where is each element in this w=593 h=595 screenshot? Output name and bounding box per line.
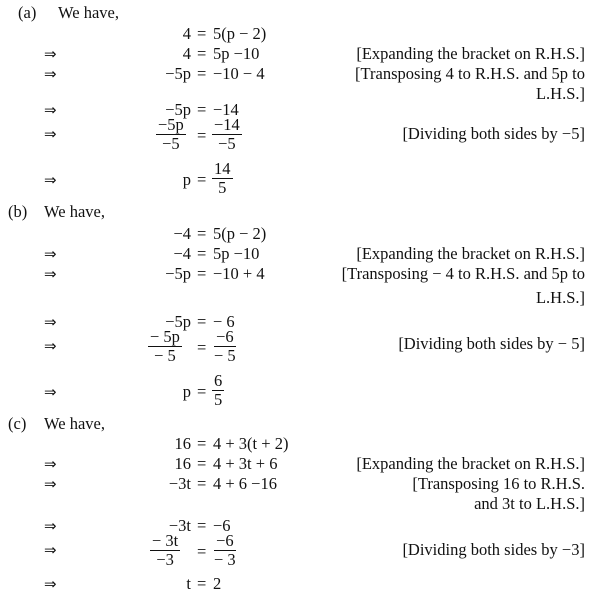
c-line0-rhs: 4 + 3(t + 2) (213, 434, 289, 453)
a-line4-eq: = (197, 126, 207, 145)
frac-numerator: −6 (216, 327, 234, 346)
c-line2-rhs: 4 + 6 −16 (213, 474, 277, 493)
part-b-intro: We have, (44, 202, 105, 221)
a-line5-frac-rhs (212, 160, 233, 197)
part-c-label: (c) (8, 414, 27, 433)
frac-denominator: −5 (162, 134, 180, 153)
b-line2-note-cont: L.H.S.] (535, 288, 585, 307)
c-line4-frac-rhs (212, 532, 238, 569)
c-line5-eq: = (197, 574, 207, 593)
b-line2-lhs: −5p (165, 264, 191, 283)
implies-icon: ⇒ (44, 45, 57, 63)
implies-icon: ⇒ (44, 265, 57, 283)
c-line0-eq: = (197, 434, 207, 453)
b-line5-eq: = (197, 382, 207, 401)
b-line5-frac-rhs (212, 372, 224, 409)
frac-denominator: 5 (218, 178, 227, 197)
b-line4-frac-rhs (212, 328, 238, 365)
frac-numerator: −6 (216, 531, 234, 550)
a-line1-rhs: 5p −10 (213, 44, 260, 63)
b-line4-frac-lhs (148, 328, 182, 365)
a-line1-eq: = (197, 44, 207, 63)
b-line3-eq: = (197, 312, 207, 331)
c-line2-note: [Transposing 16 to R.H.S. (412, 474, 585, 493)
c-line1-lhs: 16 (174, 454, 191, 473)
c-line4-frac-lhs (150, 532, 180, 569)
frac-numerator: − 5p (150, 327, 180, 346)
frac-numerator: 14 (214, 159, 231, 178)
frac-denominator: − 5 (214, 346, 236, 365)
a-line3-rhs: −14 (213, 100, 239, 119)
a-line0-eq: = (197, 24, 207, 43)
a-line0-lhs: 4 (182, 24, 191, 43)
b-line3-rhs: − 6 (213, 312, 235, 331)
a-line4-note: [Dividing both sides by −5] (402, 124, 585, 143)
b-line1-lhs: −4 (173, 244, 191, 263)
a-line2-lhs: −5p (165, 64, 191, 83)
a-line5-eq: = (197, 170, 207, 189)
b-line1-eq: = (197, 244, 207, 263)
a-line1-note: [Expanding the bracket on R.H.S.] (356, 44, 585, 63)
frac-numerator: − 3t (152, 531, 179, 550)
b-line2-eq: = (197, 264, 207, 283)
a-line1-lhs: 4 (182, 44, 191, 63)
c-line2-eq: = (197, 474, 207, 493)
c-line5-lhs: t (186, 574, 191, 593)
b-line0-rhs: 5(p − 2) (213, 224, 267, 243)
c-line5-rhs: 2 (213, 574, 222, 593)
b-line5-lhs: p (182, 382, 191, 401)
a-line3-eq: = (197, 100, 207, 119)
implies-icon: ⇒ (44, 541, 57, 559)
c-line4-eq: = (197, 542, 207, 561)
implies-icon: ⇒ (44, 245, 57, 263)
a-line2-note-cont: L.H.S.] (535, 84, 585, 103)
a-line5-lhs: p (182, 170, 191, 189)
c-line1-eq: = (197, 454, 207, 473)
implies-icon: ⇒ (44, 575, 57, 593)
implies-icon: ⇒ (44, 475, 57, 493)
a-line2-eq: = (197, 64, 207, 83)
a-line4-frac-lhs (156, 116, 186, 153)
c-line3-lhs: −3t (168, 516, 191, 535)
implies-icon: ⇒ (44, 101, 57, 119)
c-line4-note: [Dividing both sides by −3] (402, 540, 585, 559)
c-line1-note: [Expanding the bracket on R.H.S.] (356, 454, 585, 473)
frac-denominator: 5 (214, 390, 223, 409)
implies-icon: ⇒ (44, 517, 57, 535)
part-c-intro: We have, (44, 414, 105, 433)
part-a-label: (a) (18, 3, 37, 22)
a-line2-note: [Transposing 4 to R.H.S. and 5p to (355, 64, 585, 83)
c-line0-lhs: 16 (174, 434, 191, 453)
implies-icon: ⇒ (44, 313, 57, 331)
part-b-label: (b) (8, 202, 28, 221)
b-line0-lhs: −4 (173, 224, 191, 243)
b-line1-note: [Expanding the bracket on R.H.S.] (356, 244, 585, 263)
frac-denominator: −5 (218, 134, 236, 153)
implies-icon: ⇒ (44, 65, 57, 83)
a-line2-rhs: −10 − 4 (213, 64, 265, 83)
a-line3-lhs: −5p (165, 100, 191, 119)
frac-numerator: 6 (214, 371, 223, 390)
frac-denominator: − 5 (154, 346, 176, 365)
b-line4-note: [Dividing both sides by − 5] (398, 334, 585, 353)
b-line1-rhs: 5p −10 (213, 244, 260, 263)
c-line3-rhs: −6 (213, 516, 231, 535)
implies-icon: ⇒ (44, 383, 57, 401)
a-line0-rhs: 5(p − 2) (213, 24, 267, 43)
frac-denominator: − 3 (214, 550, 236, 569)
part-a-intro: We have, (58, 3, 119, 22)
c-line2-note-cont: and 3t to L.H.S.] (474, 494, 585, 513)
c-line3-eq: = (197, 516, 207, 535)
frac-denominator: −3 (156, 550, 174, 569)
a-line4-frac-rhs (212, 116, 242, 153)
implies-icon: ⇒ (44, 455, 57, 473)
implies-icon: ⇒ (44, 171, 57, 189)
implies-icon: ⇒ (44, 125, 57, 143)
frac-numerator: −5p (158, 115, 184, 134)
b-line4-eq: = (197, 338, 207, 357)
implies-icon: ⇒ (44, 337, 57, 355)
b-line2-rhs: −10 + 4 (213, 264, 265, 283)
c-line1-rhs: 4 + 3t + 6 (213, 454, 278, 473)
frac-numerator: −14 (214, 115, 240, 134)
b-line0-eq: = (197, 224, 207, 243)
b-line2-note: [Transposing − 4 to R.H.S. and 5p to (341, 264, 585, 283)
c-line2-lhs: −3t (168, 474, 191, 493)
b-line3-lhs: −5p (165, 312, 191, 331)
